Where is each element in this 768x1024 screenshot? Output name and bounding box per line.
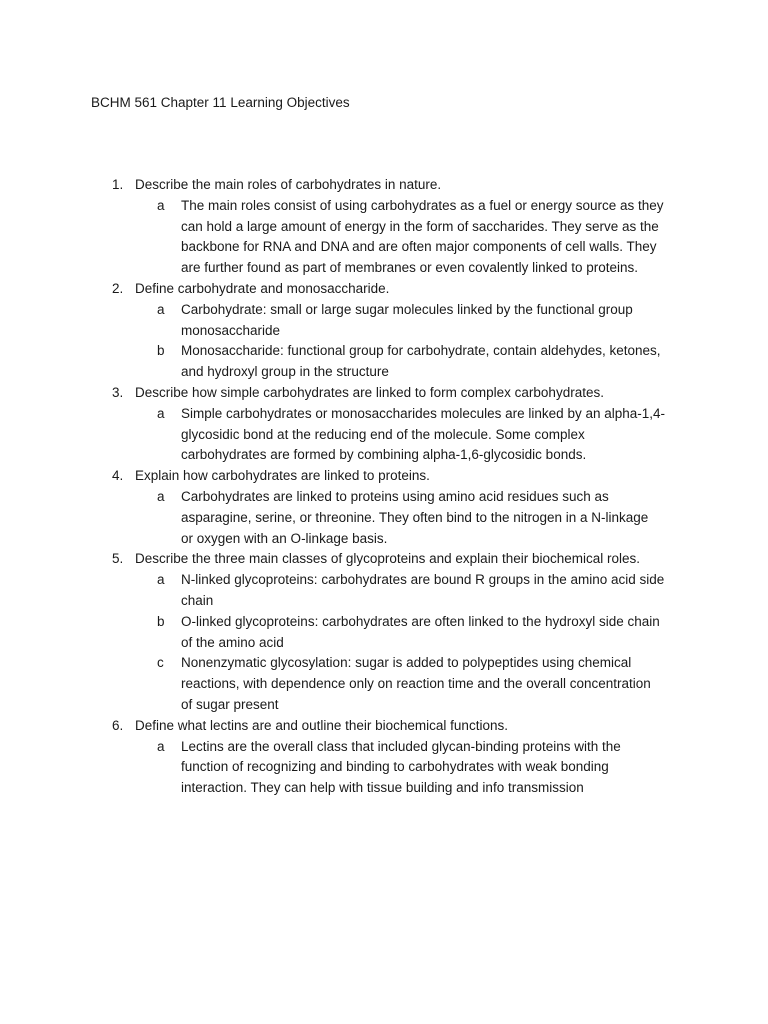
answer-text: Simple carbohydrates or monosaccharides molecules are linked by an alpha-1,4- glycosidic bond at the reducing end of the molecule. Some complex carbohydrates are formed by combining alpha-1,6-glycosidic bonds. xyxy=(181,405,666,463)
answer-text: O-linked glycoproteins: carbohydrates are often linked to the hydroxyl side chain of the amino acid xyxy=(181,613,660,650)
answer-item xyxy=(0,653,768,715)
objective-text: Describe how simple carbohydrates are linked to form complex carbohydrates. xyxy=(135,384,604,400)
objective-item-2 xyxy=(0,279,768,383)
answer-text: Carbohydrates are linked to proteins using amino acid residues such as asparagine, serine, or threonine. They often bind to the nitrogen in a N-linkage or oxygen with an O-linkage basis. xyxy=(181,488,649,546)
answer-text: Carbohydrate: small or large sugar molecules linked by the functional group monosaccharide xyxy=(181,301,633,338)
objective-text: Define carbohydrate and monosaccharide. xyxy=(135,280,390,296)
objectives-list xyxy=(0,175,768,799)
answer-item xyxy=(0,196,768,279)
objective-number: 4. xyxy=(112,468,124,484)
answer-list xyxy=(0,196,768,279)
answer-letter: c xyxy=(157,655,164,671)
objective-item-4 xyxy=(0,466,768,549)
objective-number: 2. xyxy=(112,280,124,296)
answer-list xyxy=(0,737,768,799)
document-title: BCHM 561 Chapter 11 Learning Objectives xyxy=(91,95,350,110)
objective-text: Define what lectins are and outline their biochemical functions. xyxy=(135,717,508,733)
objective-item-3 xyxy=(0,383,768,466)
objective-number: 6. xyxy=(112,717,124,733)
answer-letter: b xyxy=(157,613,165,629)
answer-list xyxy=(0,300,768,383)
objective-number: 1. xyxy=(112,177,124,192)
answer-list xyxy=(0,487,768,549)
answer-letter: a xyxy=(157,405,165,421)
answer-item xyxy=(0,612,768,654)
answer-letter: b xyxy=(157,343,165,359)
answer-text: The main roles consist of using carbohydrates as a fuel or energy source as they can hold a large amount of energy in the form of saccharides. They serve as the backbone for RNA and DNA and are often major components of cell walls. They are further found as part of membranes or even covalently linked to proteins. xyxy=(181,197,664,276)
answer-item xyxy=(0,737,768,799)
objective-number: 3. xyxy=(112,384,124,400)
objective-number: 5. xyxy=(112,551,124,567)
answer-letter: a xyxy=(157,301,165,317)
answer-letter: a xyxy=(157,488,165,504)
answer-letter: a xyxy=(157,572,165,588)
objective-text: Describe the three main classes of glycoproteins and explain their biochemical roles. xyxy=(135,551,641,567)
answer-list xyxy=(0,570,768,716)
objective-text: Describe the main roles of carbohydrates in nature. xyxy=(135,177,442,192)
answer-list xyxy=(0,404,768,466)
answer-item xyxy=(0,404,768,466)
answer-letter: a xyxy=(157,197,165,213)
answer-letter: a xyxy=(157,738,165,754)
objective-text: Explain how carbohydrates are linked to proteins. xyxy=(135,468,430,484)
answer-text: Nonenzymatic glycosylation: sugar is added to polypeptides using chemical reactions, with dependence only on reaction time and the overall concentration of sugar present xyxy=(181,655,651,712)
answer-text: Lectins are the overall class that included glycan-binding proteins with the function of recognizing and binding to carbohydrates with weak bonding interaction. They can help with tissue building and info transmission xyxy=(181,738,621,796)
answer-item xyxy=(0,570,768,612)
objective-item-5 xyxy=(0,549,768,715)
answer-item xyxy=(0,341,768,383)
objective-item-6 xyxy=(0,716,768,799)
answer-item xyxy=(0,487,768,549)
answer-text: Monosaccharide: functional group for carbohydrate, contain aldehydes, ketones, and hydroxyl group in the structure xyxy=(181,343,661,380)
answer-item xyxy=(0,300,768,342)
answer-text: N-linked glycoproteins: carbohydrates are bound R groups in the amino acid side chain xyxy=(181,572,665,608)
objective-item-1 xyxy=(0,175,768,279)
